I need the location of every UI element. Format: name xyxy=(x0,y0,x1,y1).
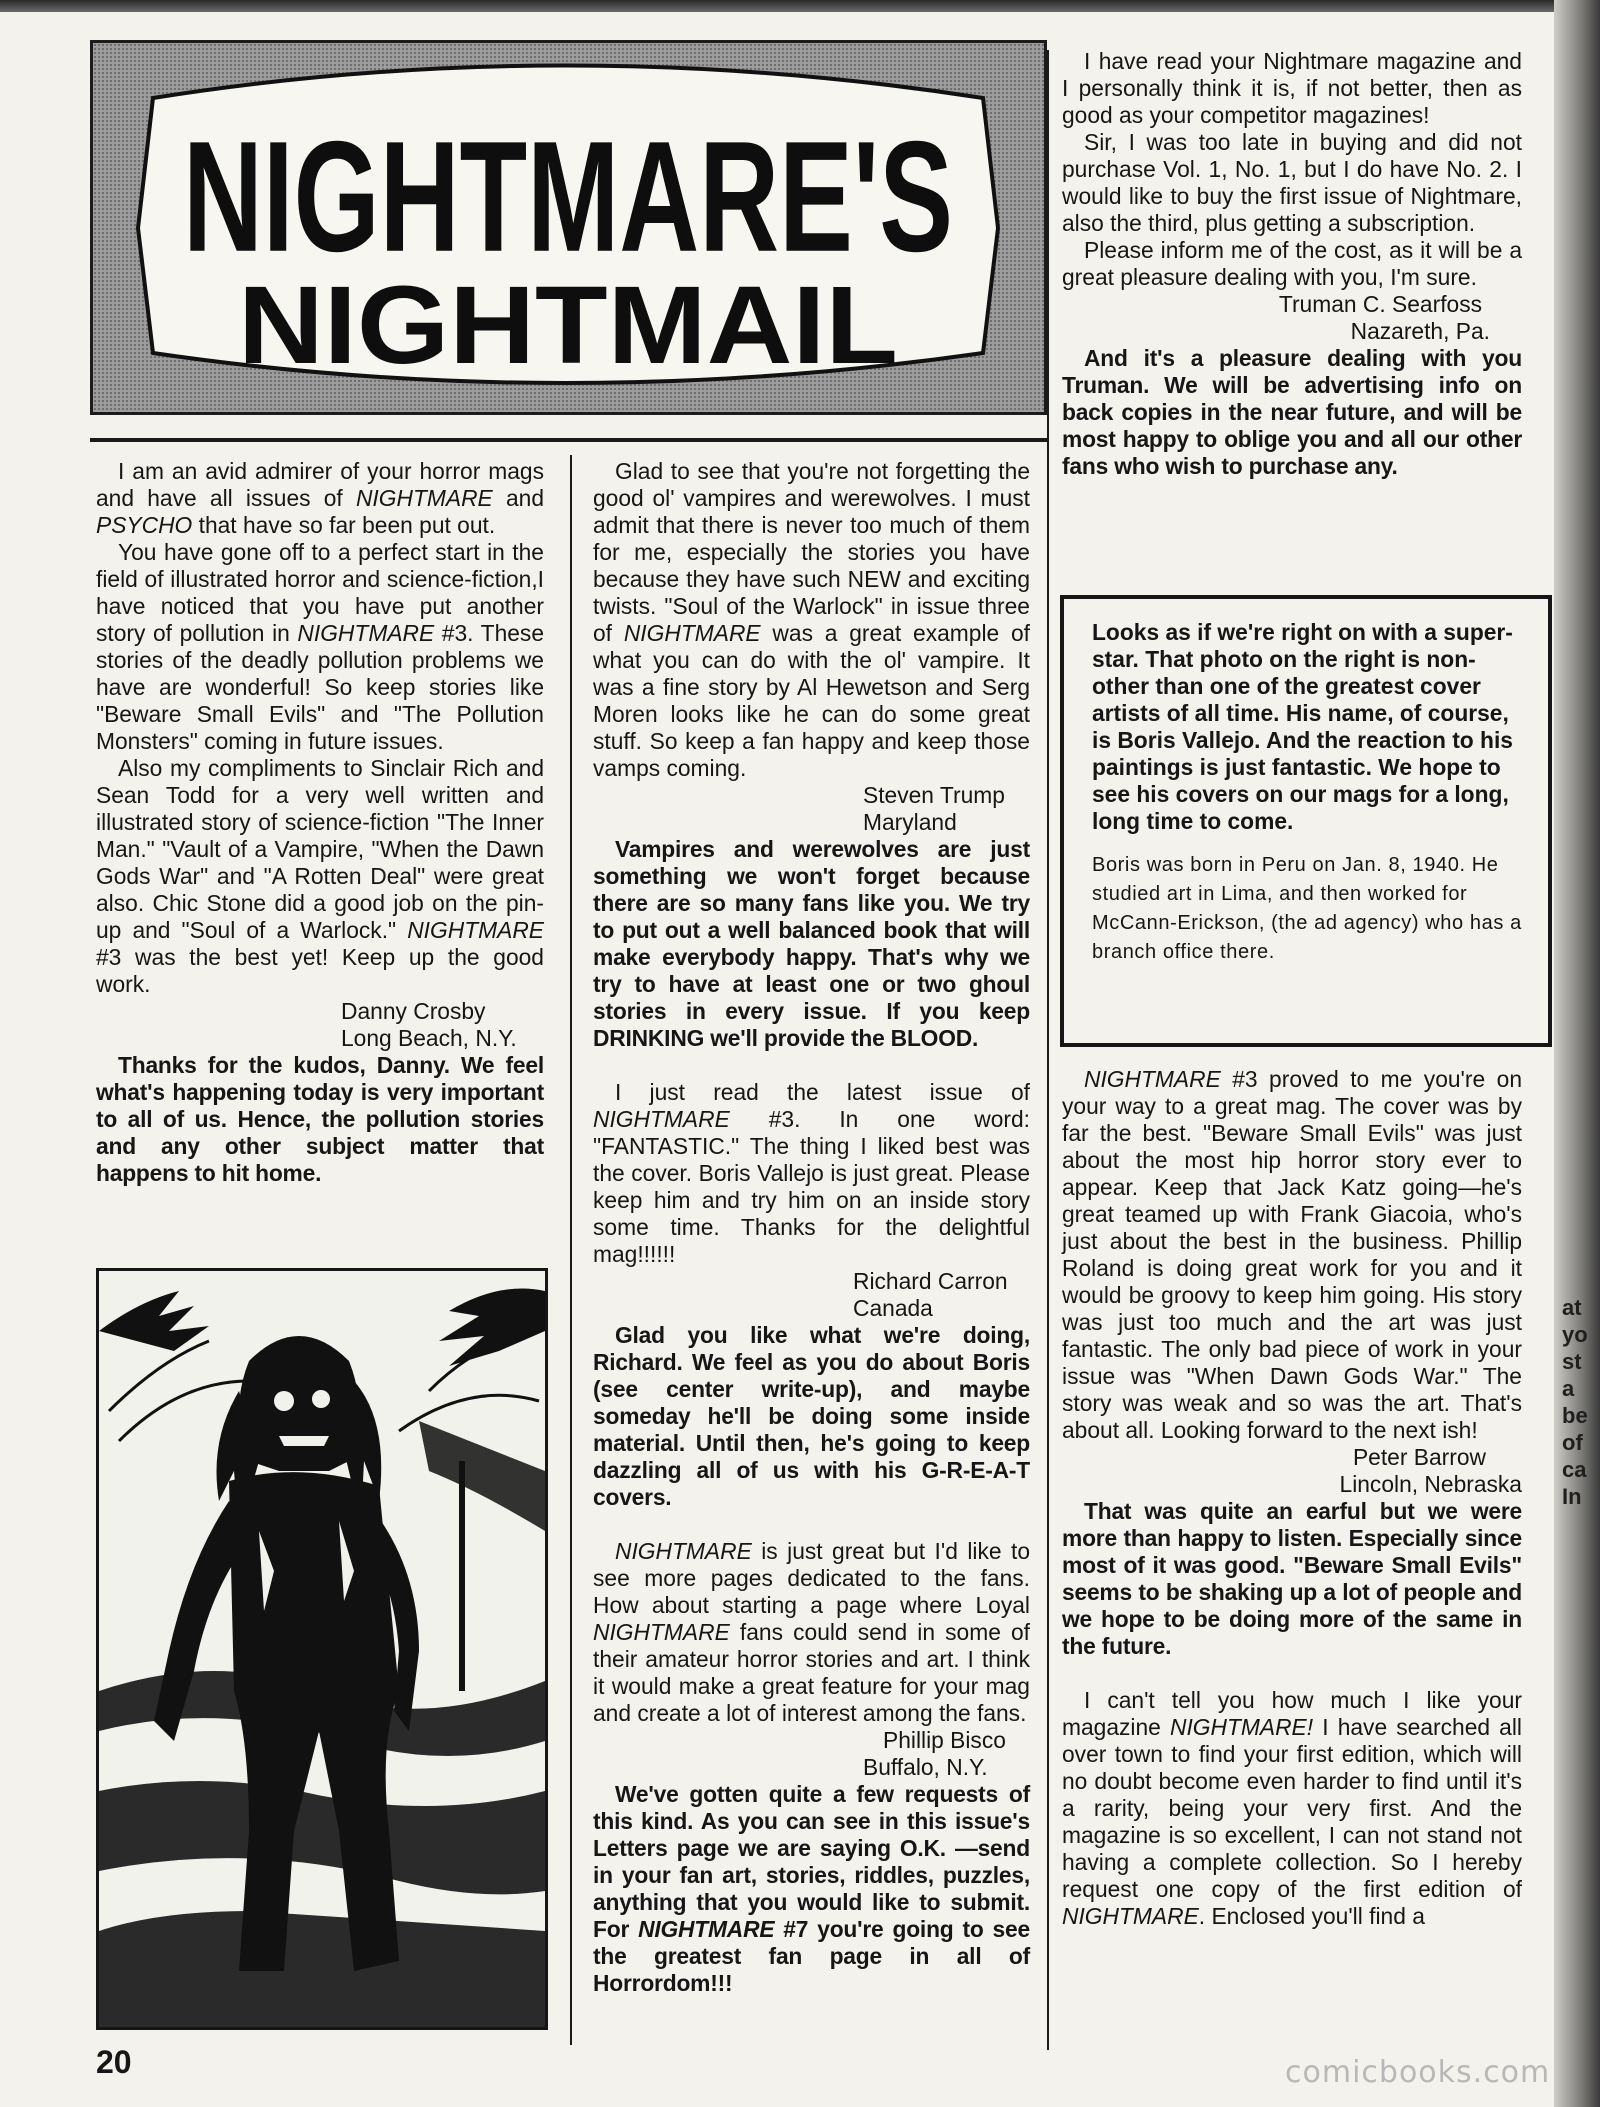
column-divider-1 xyxy=(570,455,572,2045)
edge-fragment: a xyxy=(1562,1376,1575,1401)
editor-reply: Glad you like what we're doing, Richard. We feel as you do about Boris (see center write-up), and maybe someday he'll be doing some inside material. Until then, he's going to keep dazzling all of us with his G-R-E-A-T covers. xyxy=(593,1322,1030,1510)
letter-barrow: NIGHTMARE #3 proved to me you're on your way to a great mag. The cover was by far the best. "Beware Small Evils" was just about the most hip horror story ever to appear. Keep that Jack Katz going—he's great teamed up with Frank Giacoia, who's just about the best in the business. Phillip Roland is doing great work for you and it would be groovy to keep him going. His story was just too much and the art was just fantastic. The only bad piece of work in your issue was "When Dawn Gods War." The story was weak and so was the art. That's about all. Looking forward to the next ish! xyxy=(1062,1066,1522,1443)
signature-name: Peter Barrow xyxy=(1352,1444,1486,1470)
letter-searfoss-p1: I have read your Nightmare magazine and I personally think it is, if not better, then as good as your competitor magazines! xyxy=(1062,48,1522,128)
editor-reply: And it's a pleasure dealing with you Truman. We will be advertising info on back copies in the near future, and will be most happy to oblige you and all our other fans who wish to purchase any. xyxy=(1062,345,1522,479)
letter-searfoss-p2: Sir, I was too late in buying and did not purchase Vol. 1, No. 1, but I do have No. 2. I would like to buy the first issue of Nightmare, also the third, plus getting a subscription. xyxy=(1062,129,1522,236)
signature-place: Lincoln, Nebraska xyxy=(1339,1471,1522,1497)
editor-reply: Thanks for the kudos, Danny. We feel what's happening today is very important to all of us. Hence, the pollution stories and any other subject matter that happens to hit home. xyxy=(96,1052,544,1186)
zombie-drawing xyxy=(99,1271,545,2027)
letter-final: I can't tell you how much I like your magazine NIGHTMARE! I have searched all over town to find your first edition, which will no doubt become even harder to find until it's a rarity, being your very first. And the magazine is so excellent, I can not stand not having a complete collection. So I hereby request one copy of the first edition of NIGHTMARE. Enclosed you'll find a xyxy=(1062,1687,1522,1929)
edge-fragment: st xyxy=(1562,1349,1582,1374)
page-gutter-shadow xyxy=(1554,0,1600,2107)
signature-place: Long Beach, N.Y. xyxy=(341,1025,517,1051)
edge-fragment: In xyxy=(1562,1484,1582,1509)
letter-crosby-p2: You have gone off to a perfect start in the field of illustrated horror and science-fiction,I have noticed that you have put another story of pollution in NIGHTMARE #3. These stories of the deadly pollution problems we have are wonderful! So keep stories like "Beware Small Evils" and "The Pollution Monsters" coming in future issues. xyxy=(96,539,544,754)
signature-place: Canada xyxy=(853,1295,933,1321)
signature-place: Buffalo, N.Y. xyxy=(863,1754,988,1780)
masthead-title-line1: NIGHTMARE'S xyxy=(183,108,954,285)
letter-bisco: NIGHTMARE is just great but I'd like to see more pages dedicated to the fans. How about starting a page where Loyal NIGHTMARE fans could send in some of their amateur horror stories and art. I think it would make a great feature for your mag and create a lot of interest among the fans. xyxy=(593,1538,1030,1726)
edge-fragment: at xyxy=(1562,1295,1582,1320)
signature-place: Nazareth, Pa. xyxy=(1350,318,1490,344)
editor-reply: Vampires and werewolves are just something we won't forget because there are so many fans like you. We try to put out a well balanced book that will make everybody happy. That's why we try to have at least one or two ghoul stories in every issue. If you keep DRINKING we'll provide the BLOOD. xyxy=(593,836,1030,1051)
watermark: comicbooks.com xyxy=(1285,2055,1551,2090)
masthead-art xyxy=(93,43,1044,412)
letters-column-1 xyxy=(96,458,544,1187)
signature-name: Steven Trump xyxy=(863,782,1005,808)
page-top-edge xyxy=(0,0,1600,12)
letter-crosby-p1: I am an avid admirer of your horror mags and have all issues of NIGHTMARE and PSYCHO that have so far been put out. xyxy=(96,458,544,538)
signature-name: Richard Carron xyxy=(853,1268,1008,1294)
letter-crosby-p3: Also my compliments to Sinclair Rich and Sean Todd for a very well written and illustrated story of science-fiction "The Inner Man." "Vault of a Vampire, "When the Dawn Gods War" and "A Rotten Deal" were great also. Chic Stone did a good job on the pin-up and "Soul of a Warlock." NIGHTMARE #3 was the best yet! Keep up the good work. xyxy=(96,755,544,997)
edge-fragment: yo xyxy=(1562,1322,1588,1347)
letters-column-2 xyxy=(593,458,1030,1997)
signature-place: Maryland xyxy=(863,809,957,835)
signature-name: Danny Crosby xyxy=(341,998,486,1024)
page-number: 20 xyxy=(96,2044,132,2080)
letters-column-3-lower xyxy=(1062,1066,1522,1930)
masthead-rule xyxy=(90,438,1047,442)
sidebar-lead: Looks as if we're right on with a super-star. That photo on the right is non-other than one of the greatest cover artists of all time. His name, of course, is Boris Vallejo. And the reaction to his paintings is just fantastic. We hope to see his covers on our mags for a long, long time to come. xyxy=(1092,619,1513,834)
letters-column-3 xyxy=(1062,48,1522,480)
letter-carron: I just read the latest issue of NIGHTMARE #3. In one word: "FANTASTIC." The thing I liked best was the cover. Boris Vallejo is just great. Please keep him and try him on an inside story some time. Thanks for the delightful mag!!!!!! xyxy=(593,1079,1030,1267)
letter-searfoss-p3: Please inform me of the cost, as it will be a great pleasure dealing with you, I'm sure. xyxy=(1062,237,1522,290)
edge-fragment: of xyxy=(1562,1430,1583,1455)
edge-fragment: be xyxy=(1562,1403,1588,1428)
masthead-banner xyxy=(90,40,1047,415)
editor-reply: We've gotten quite a few requests of this kind. As you can see in this issue's Letters page we are saying O.K. —send in your fan art, stories, riddles, puzzles, anything that you would like to submit. For NIGHTMARE #7 you're going to see the greatest fan page in all of Horrordom!!! xyxy=(593,1781,1030,1996)
editor-reply: That was quite an earful but we were more than happy to listen. Especially since most of it was good. "Beware Small Evils" seems to be shaking up a lot of people and we hope to be doing more of the same in the future. xyxy=(1062,1498,1522,1659)
signature-name: Phillip Bisco xyxy=(883,1727,1006,1753)
signature-name: Truman C. Searfoss xyxy=(1278,291,1482,317)
zombie-illustration xyxy=(96,1268,548,2030)
edge-fragment: ca xyxy=(1562,1457,1587,1482)
masthead-title-line2: NIGHTMAIL xyxy=(238,264,898,387)
column-divider-2 xyxy=(1047,50,1049,2050)
boris-vallejo-sidebar xyxy=(1060,595,1552,1047)
letter-trump: Glad to see that you're not forgetting the good ol' vampires and werewolves. I must admit that there is never too much of them for me, especially the stories you have because they have such NEW and exciting twists. "Soul of the Warlock" in issue three of NIGHTMARE was a great example of what you can do with the ol' vampire. It was a fine story by Al Hewetson and Serg Moren looks like he can do some great stuff. So keep a fan happy and keep those vamps coming. xyxy=(593,458,1030,781)
sidebar-bio: Boris was born in Peru on Jan. 8, 1940. He studied art in Lima, and then worked for McCann-Erickson, (the ad agency) who has a branch office there. xyxy=(1092,854,1522,963)
